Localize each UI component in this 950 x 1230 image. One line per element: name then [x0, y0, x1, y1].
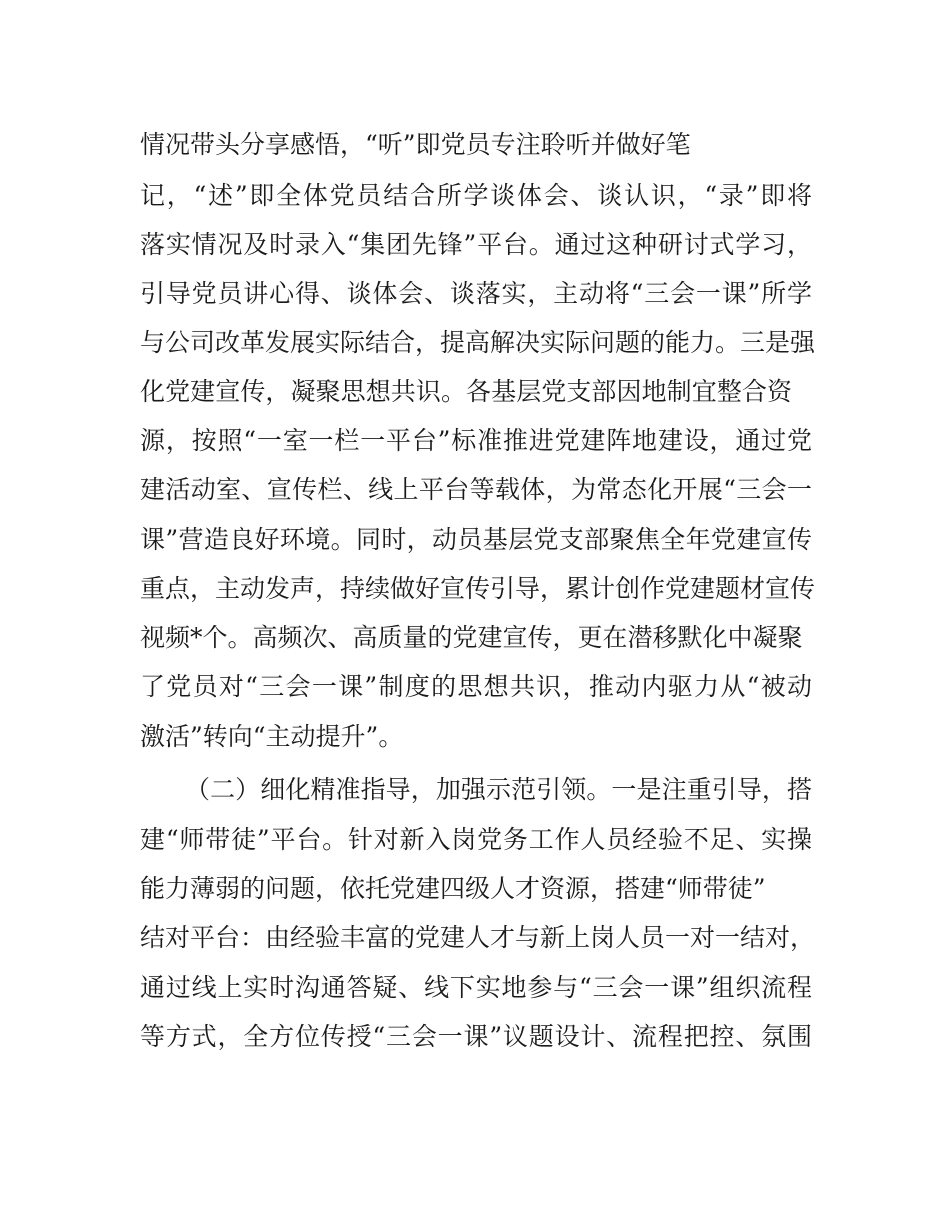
text-line: 与公司改革发展实际结合，提高解决实际问题的能力。三是强: [140, 328, 816, 357]
text-line: 能力薄弱的问题，依托党建四级人才资源，搭建“师带徒”: [140, 874, 766, 903]
text-line: 化党建宣传，凝聚思想共识。各基层党支部因地制宜整合资: [140, 377, 792, 406]
text-line: 了党员对“三会一课”制度的思想共识，推动内驱力从“被动: [140, 672, 812, 701]
text-line: 落实情况及时录入“集团先锋”平台。通过这种研讨式学习，: [140, 230, 812, 259]
text-line: 结对平台：由经验丰富的党建人才与新上岗人员一对一结对，: [140, 923, 816, 952]
text-line: 记，“述”即全体党员结合所学谈体会、谈认识，“录”即将: [140, 181, 812, 210]
text-line: 等方式，全方位传授“三会一课”议题设计、流程把控、氛围: [140, 1022, 812, 1051]
text-line: 情况带头分享感悟，“听”即党员专注聆听并做好笔: [140, 130, 691, 159]
text-line: 课”营造良好环境。同时，动员基层党支部聚焦全年党建宣传: [140, 525, 812, 554]
text-line: 引导党员讲心得、谈体会、谈落实，主动将“三会一课”所学: [140, 279, 812, 308]
text-line: 建“师带徒”平台。针对新入岗党务工作人员经验不足、实操: [140, 825, 812, 854]
text-line: 激活”转向“主动提升”。: [140, 722, 404, 751]
text-line: 视频*个。高频次、高质量的党建宣传，更在潜移默化中凝聚: [140, 623, 803, 652]
text-line: 建活动室、宣传栏、线上平台等载体，为常态化开展“三会一: [140, 475, 812, 504]
text-line: 通过线上实时沟通答疑、线下实地参与“三会一课”组织流程: [140, 973, 812, 1002]
text-line: 重点，主动发声，持续做好宣传引导，累计创作党建题材宣传: [140, 574, 816, 603]
text-line: 源，按照“一室一栏一平台”标准推进党建阵地建设，通过党: [140, 426, 812, 455]
text-line: （二）细化精准指导，加强示范引领。一是注重引导，搭: [185, 775, 812, 804]
